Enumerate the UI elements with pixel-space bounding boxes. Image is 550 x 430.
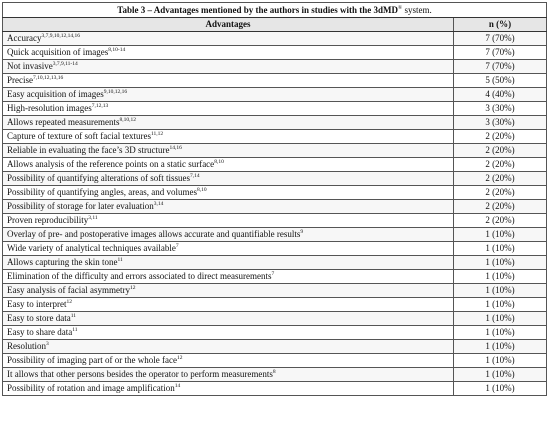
advantage-label: Not invasive bbox=[7, 61, 53, 71]
count-percent-cell: 1 (10%) bbox=[454, 284, 547, 298]
advantage-label: Proven reproducibility bbox=[7, 215, 89, 225]
advantage-cell bbox=[3, 256, 454, 270]
reference-citations: 9,10,12,16 bbox=[103, 89, 128, 95]
reference-citations: 8,10-14 bbox=[108, 47, 126, 53]
advantage-cell bbox=[3, 60, 454, 74]
reference-citations: 8 bbox=[272, 369, 276, 375]
reference-citations: 11 bbox=[72, 327, 78, 333]
table-row bbox=[3, 284, 547, 298]
reference-citations: 8,10 bbox=[196, 187, 207, 193]
reference-citations: 12 bbox=[129, 285, 136, 291]
reference-citations: 8,10,12 bbox=[119, 117, 136, 123]
advantage-label: Overlay of pre- and postoperative images allows accurate and quantifiable results bbox=[7, 229, 301, 239]
table-row bbox=[3, 270, 547, 284]
table-row bbox=[3, 200, 547, 214]
advantage-cell bbox=[3, 46, 454, 60]
advantage-label: Possibility of storage for later evaluation bbox=[7, 201, 154, 211]
table-title-registered-mark: ® bbox=[398, 4, 403, 11]
count-percent-cell: 7 (70%) bbox=[454, 46, 547, 60]
reference-citations: 12 bbox=[66, 299, 72, 305]
count-percent-cell: 2 (20%) bbox=[454, 214, 547, 228]
reference-citations: 3,14 bbox=[153, 201, 164, 207]
advantage-cell bbox=[3, 172, 454, 186]
advantage-label: Easy acquisition of images bbox=[7, 89, 104, 99]
advantage-cell bbox=[3, 200, 454, 214]
reference-citations: 7,12,13 bbox=[91, 103, 109, 109]
count-percent-cell: 2 (20%) bbox=[454, 158, 547, 172]
advantages-table bbox=[2, 2, 547, 396]
reference-citations: 11 bbox=[117, 257, 123, 263]
reference-citations: 7,10,12,13,16 bbox=[33, 75, 64, 81]
advantage-label: Allows repeated measurements bbox=[7, 117, 120, 127]
count-percent-cell: 1 (10%) bbox=[454, 298, 547, 312]
table-row bbox=[3, 144, 547, 158]
advantage-cell bbox=[3, 326, 454, 340]
advantage-label: Resolution bbox=[7, 341, 47, 351]
table-row bbox=[3, 354, 547, 368]
advantage-label: Easy to interpret bbox=[7, 299, 67, 309]
table-row bbox=[3, 298, 547, 312]
reference-citations: 3,7,9,11-14 bbox=[52, 61, 78, 67]
count-percent-cell: 2 (20%) bbox=[454, 130, 547, 144]
table-row bbox=[3, 382, 547, 396]
table-row bbox=[3, 60, 547, 74]
table-row bbox=[3, 340, 547, 354]
advantage-cell bbox=[3, 88, 454, 102]
table-title-bold: Table 3 – Advantages mentioned by the authors in studies with the 3dMD bbox=[117, 4, 399, 15]
count-percent-cell: 4 (40%) bbox=[454, 88, 547, 102]
reference-citations: 3,11 bbox=[88, 215, 98, 221]
table-row bbox=[3, 256, 547, 270]
table-row bbox=[3, 158, 547, 172]
advantage-cell bbox=[3, 158, 454, 172]
count-percent-cell: 1 (10%) bbox=[454, 312, 547, 326]
count-percent-cell: 1 (10%) bbox=[454, 340, 547, 354]
table-row bbox=[3, 228, 547, 242]
reference-citations: 9 bbox=[300, 229, 304, 235]
advantage-cell bbox=[3, 130, 454, 144]
table-row bbox=[3, 242, 547, 256]
table-title-rest: system. bbox=[402, 4, 432, 15]
advantage-cell bbox=[3, 74, 454, 88]
count-percent-cell: 3 (30%) bbox=[454, 116, 547, 130]
table-row bbox=[3, 88, 547, 102]
reference-citations: 3 bbox=[46, 341, 49, 347]
table-row bbox=[3, 32, 547, 46]
advantage-cell bbox=[3, 144, 454, 158]
advantage-cell bbox=[3, 354, 454, 368]
advantage-label: Accuracy bbox=[7, 33, 42, 43]
table-title bbox=[3, 3, 547, 18]
advantage-cell bbox=[3, 116, 454, 130]
advantage-label: Easy analysis of facial asymmetry bbox=[7, 285, 130, 295]
count-percent-cell: 7 (70%) bbox=[454, 32, 547, 46]
reference-citations: 3,7,9,10,12,14,16 bbox=[41, 33, 80, 39]
table-body bbox=[3, 32, 547, 396]
advantage-label: Capture of texture of soft facial textures bbox=[7, 131, 151, 141]
count-percent-cell: 7 (70%) bbox=[454, 60, 547, 74]
table-row bbox=[3, 102, 547, 116]
table-row bbox=[3, 46, 547, 60]
table-row bbox=[3, 130, 547, 144]
table-row bbox=[3, 312, 547, 326]
advantage-label: Wide variety of analytical techniques available bbox=[7, 243, 176, 253]
advantage-label: Possibility of rotation and image amplification bbox=[7, 383, 175, 393]
count-percent-cell: 1 (10%) bbox=[454, 368, 547, 382]
advantage-cell bbox=[3, 340, 454, 354]
advantage-label: Quick acquisition of images bbox=[7, 47, 109, 57]
advantage-label: It allows that other persons besides the operator to perform measurements bbox=[7, 369, 273, 379]
advantage-cell bbox=[3, 298, 454, 312]
advantage-cell bbox=[3, 186, 454, 200]
reference-citations: 11 bbox=[70, 313, 77, 319]
reference-citations: 8,10 bbox=[214, 159, 224, 165]
advantage-cell bbox=[3, 228, 454, 242]
count-percent-cell: 5 (50%) bbox=[454, 74, 547, 88]
count-percent-cell: 1 (10%) bbox=[454, 354, 547, 368]
advantage-cell bbox=[3, 284, 454, 298]
advantage-cell bbox=[3, 242, 454, 256]
count-percent-cell: 3 (30%) bbox=[454, 102, 547, 116]
table-row bbox=[3, 368, 547, 382]
table-row bbox=[3, 326, 547, 340]
advantage-cell bbox=[3, 382, 454, 396]
count-percent-cell: 1 (10%) bbox=[454, 326, 547, 340]
advantage-label: Easy to share data bbox=[7, 327, 73, 337]
table-row bbox=[3, 214, 547, 228]
advantage-label: Precise bbox=[7, 75, 33, 85]
count-percent-cell: 2 (20%) bbox=[454, 186, 547, 200]
count-percent-cell: 1 (10%) bbox=[454, 382, 547, 396]
reference-citations: 7 bbox=[175, 243, 179, 249]
table-title-row bbox=[3, 3, 547, 18]
table-row bbox=[3, 186, 547, 200]
count-percent-cell: 2 (20%) bbox=[454, 172, 547, 186]
table-row bbox=[3, 116, 547, 130]
table-row bbox=[3, 74, 547, 88]
count-percent-cell: 2 (20%) bbox=[454, 144, 547, 158]
advantage-label: Allows analysis of the reference points on a static surface bbox=[7, 159, 215, 169]
table-container bbox=[2, 2, 546, 396]
advantage-label: Possibility of imaging part of or the whole face bbox=[7, 355, 177, 365]
advantage-cell bbox=[3, 32, 454, 46]
count-percent-cell: 2 (20%) bbox=[454, 200, 547, 214]
count-percent-cell: 1 (10%) bbox=[454, 228, 547, 242]
advantage-label: Easy to store data bbox=[7, 313, 71, 323]
advantage-label: Reliable in evaluating the face’s 3D structure bbox=[7, 145, 170, 155]
reference-citations: 14 bbox=[174, 383, 181, 389]
advantage-cell bbox=[3, 312, 454, 326]
reference-citations: 7,14 bbox=[190, 173, 200, 179]
reference-citations: 7 bbox=[271, 271, 275, 277]
reference-citations: 14,16 bbox=[169, 145, 182, 151]
reference-citations: 11,12 bbox=[150, 131, 164, 137]
advantage-cell bbox=[3, 214, 454, 228]
advantage-cell bbox=[3, 270, 454, 284]
advantage-label: Possibility of quantifying alterations of soft tissues bbox=[7, 173, 190, 183]
count-percent-cell: 1 (10%) bbox=[454, 242, 547, 256]
advantage-label: Elimination of the difficulty and errors associated to direct measurements bbox=[7, 271, 272, 281]
count-percent-cell: 1 (10%) bbox=[454, 256, 547, 270]
advantage-label: Possibility of quantifying angles, areas, and volumes bbox=[7, 187, 197, 197]
count-percent-cell: 1 (10%) bbox=[454, 270, 547, 284]
reference-citations: 12 bbox=[176, 355, 183, 361]
column-header-advantages: Advantages bbox=[3, 18, 454, 32]
table-row bbox=[3, 172, 547, 186]
advantage-label: High-resolution images bbox=[7, 103, 92, 113]
column-header-n-percent: n (%) bbox=[454, 18, 547, 32]
table-header-row bbox=[3, 18, 547, 32]
advantage-cell bbox=[3, 368, 454, 382]
advantage-label: Allows capturing the skin tone bbox=[7, 257, 118, 267]
advantage-cell bbox=[3, 102, 454, 116]
